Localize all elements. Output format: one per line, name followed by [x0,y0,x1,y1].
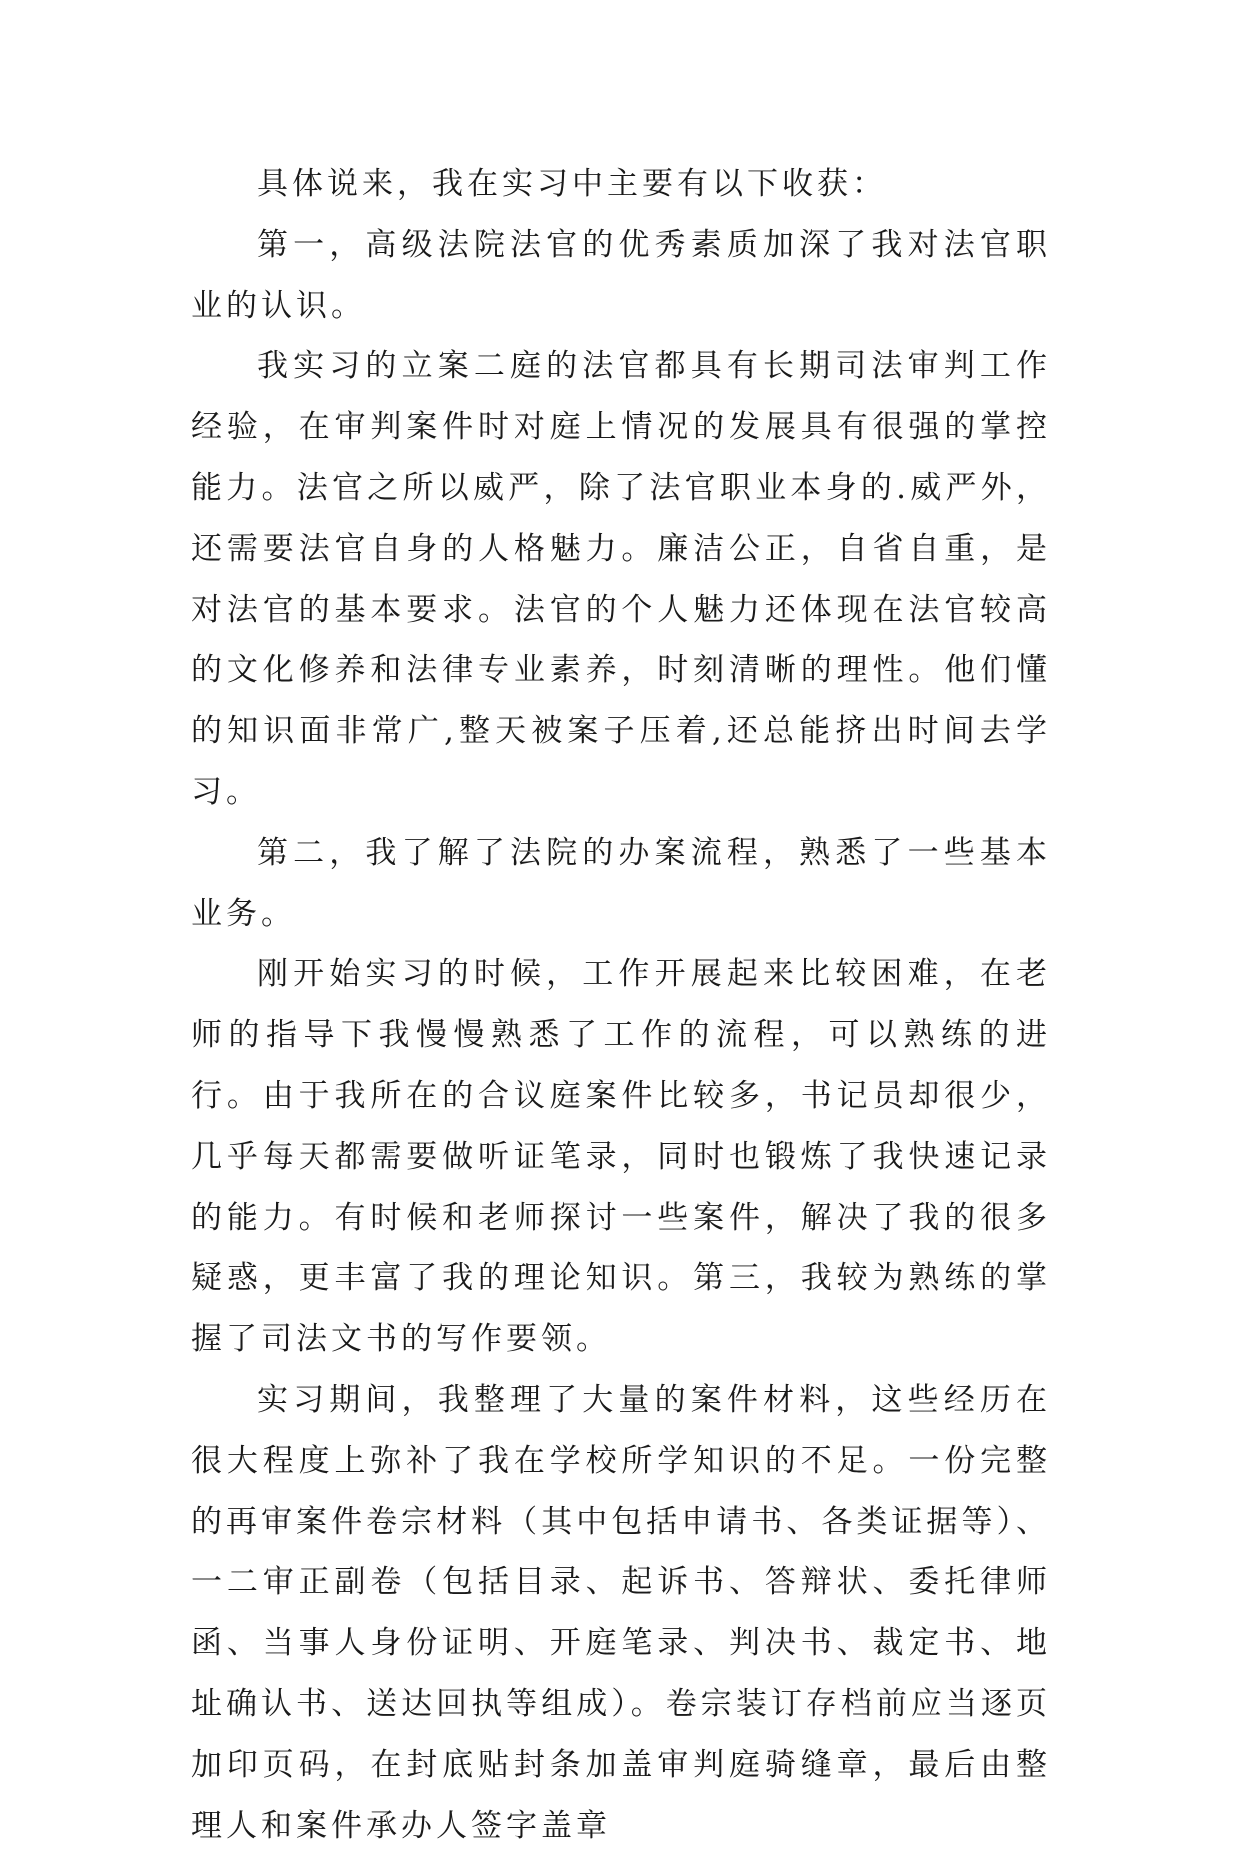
document-body [191,154,1051,1856]
paragraph-case-materials: 实习期间，我整理了大量的案件材料，这些经历在很大程度上弥补了我在学校所学知识的不足。一份完整的再审案件卷宗材料（其中包括申请书、各类证据等）、一二审正副卷（包括目录、起诉书、答辩状、委托律师函、当事人身份证明、开庭笔录、判决书、裁定书、地址确认书、送达回执等组成）。卷宗装订存档前应当逐页加印页码，在封底贴封条加盖审判庭骑缝章，最后由整理人和案件承办人签字盖章 [191,1381,1051,1844]
paragraph-point-two-heading: 第二，我了解了法院的办案流程，熟悉了一些基本业务。 [191,834,1051,932]
paragraph-internship-start: 刚开始实习的时候，工作开展起来比较困难，在老师的指导下我慢慢熟悉了工作的流程，可以熟练的进行。由于我所在的合议庭案件比较多，书记员却很少，几乎每天都需要做听证笔录，同时也锻炼了我快速记录的能力。有时候和老师探讨一些案件，解决了我的很多疑惑，更丰富了我的理论知识。第三，我较为熟练的掌握了司法文书的写作要领。 [191,956,1051,1358]
paragraph-gains-intro: 具体说来，我在实习中主要有以下收获： [257,166,887,202]
paragraph-judge-qualities: 我实习的立案二庭的法官都具有长期司法审判工作经验，在审判案件时对庭上情况的发展具有很强的掌控能力。法官之所以威严，除了法官职业本身的.威严外，还需要法官自身的人格魅力。廉洁公正，自省自重，是对法官的基本要求。法官的个人魅力还体现在法官较高的文化修养和法律专业素养，时刻清晰的理性。他们懂的知识面非常广,整天被案子压着,还总能挤出时间去学习。 [191,348,1051,810]
paragraph-point-one-heading: 第一，高级法院法官的优秀素质加深了我对法官职业的认识。 [191,226,1051,324]
